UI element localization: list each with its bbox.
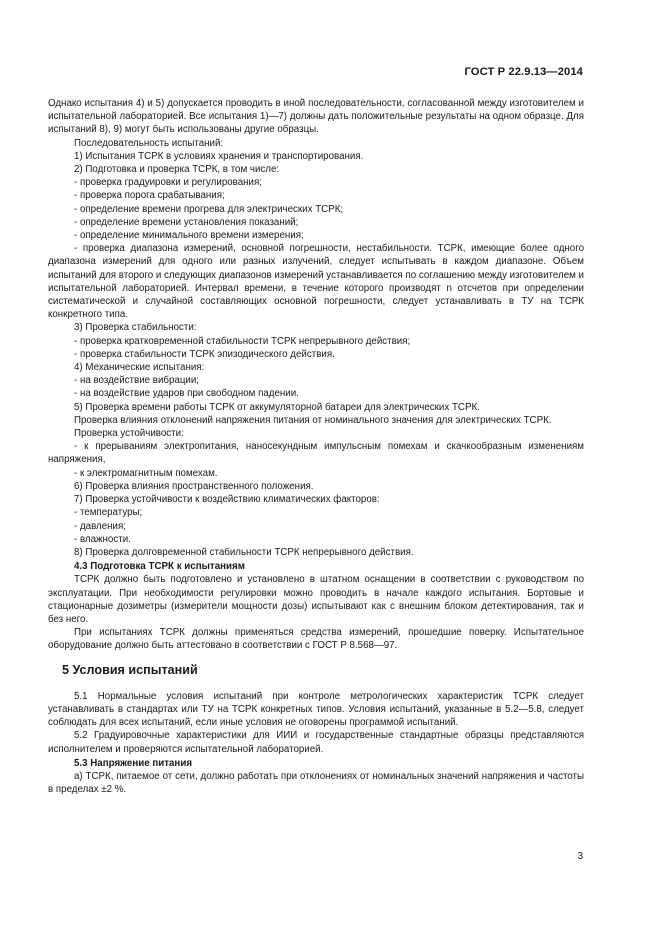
list-item: - проверка градуировки и регулирования; <box>74 177 262 189</box>
subsection-heading-5-3: 5.3 Напряжение питания <box>74 757 193 769</box>
list-item: - проверка порога срабатывания; <box>74 190 225 202</box>
list-item: - к прерываниям электропитания, наносекундным импульсным помехам и скачкообразным изменениям напряжения, <box>48 441 584 466</box>
list-item: - определение минимального времени измерения; <box>74 230 304 242</box>
list-item: - температуры; <box>74 507 143 519</box>
list-item: 2) Подготовка и проверка ТСРК, в том числе: <box>74 164 280 176</box>
list-item: Проверка устойчивости: <box>74 428 184 440</box>
paragraph-test-sequence-title: Последовательность испытаний: <box>74 137 224 149</box>
list-item: - на воздействие вибрации; <box>74 375 200 387</box>
paragraph: ТСРК должно быть подготовлено и установлено в штатном оснащении в соответствии с руководством по эксплуатации. При необходимости регулировки можно проводить в начале каждого испытания. Бортовые и стационарные дозиметры (измерители мощности дозы) испытывают как с внешним блоком детектирования, так и без него. <box>48 574 584 625</box>
paragraph: При испытаниях ТСРК должны применяться средства измерений, прошедшие поверку. Испытательное оборудование должно быть аттестовано в соответствии с ГОСТ Р 8.568—97. <box>48 627 584 652</box>
list-item: - давления; <box>74 520 126 532</box>
document-number-header: ГОСТ Р 22.9.13—2014 <box>464 66 583 78</box>
list-item: 3) Проверка стабильности: <box>74 322 197 334</box>
list-item: 4) Механические испытания: <box>74 362 205 374</box>
list-item: Проверка влияния отклонений напряжения питания от номинального значения для электрических ТСРК. <box>74 414 552 426</box>
paragraph: 5.1 Нормальные условия испытаний при контроле метрологических характеристик ТСРК следует устанавливать в стандартах или ТУ на ТСРК конкретных типов. Условия испытаний, указанные в 5.2—5.8, следует соблюдать для всех испытаний, если иные условия не оговорены программой испытаний. <box>48 690 584 729</box>
list-item: - проверка стабильности ТСРК эпизодического действия. <box>74 348 335 360</box>
list-item: 6) Проверка влияния пространственного положения. <box>74 480 314 492</box>
list-item: 1) Испытания ТСРК в условиях хранения и транспортирования. <box>74 150 364 162</box>
list-item: 8) Проверка долговременной стабильности ТСРК непрерывного действия. <box>74 546 414 558</box>
list-item: - влажности. <box>74 533 131 545</box>
list-item: - к электромагнитным помехам. <box>74 467 218 479</box>
list-item: - определение времени установления показаний; <box>74 216 299 228</box>
page-number: 3 <box>577 851 583 862</box>
list-item-range-check: - проверка диапазона измерений, основной погрешности, нестабильности. ТСРК, имеющие более одного диапазона измерений для одного или разных излучений, следует испытывать в каждом диапазоне. Объем испытаний для второго и следующих диапазонов измерений устанавливается по соглашению между изготовителем и испытательной лабораторией. Интервал времени, в течение которого производят n отсчетов при определении систематической и случайной составляющих основной погрешности, следует устанавливать в ТУ на ТСРК конкретного типа. <box>48 243 584 321</box>
section-heading-5: 5 Условия испытаний <box>62 662 198 677</box>
list-item: - на воздействие ударов при свободном падении. <box>74 388 299 400</box>
paragraph: а) ТСРК, питаемое от сети, должно работать при отклонениях от номинальных значений напряжения и частоты в пределах ±2 %. <box>48 770 584 796</box>
document-body <box>48 97 584 796</box>
list-item: 7) Проверка устойчивости к воздействию климатических факторов: <box>74 494 380 506</box>
list-item: - проверка кратковременной стабильности ТСРК непрерывного действия; <box>74 335 411 347</box>
list-item: 5) Проверка времени работы ТСРК от аккумуляторной батареи для электрических ТСРК. <box>74 401 480 413</box>
paragraph: 5.2 Градуировочные характеристики для ИИИ и государственные стандартные образцы представляются исполнителем и проверяются испытательной лабораторией. <box>48 730 584 755</box>
subsection-heading-4-3: 4.3 Подготовка ТСРК к испытаниям <box>74 561 245 573</box>
paragraph-sequence-note: Однако испытания 4) и 5) допускается проводить в иной последовательности, согласованной между изготовителем и испытательной лабораторией. Все испытания 1)—7) должны дать положительные результаты на одном образце. Для испытаний 8), 9) могут быть использованы другие образцы. <box>48 98 584 136</box>
list-item: - определение времени прогрева для электрических ТСРК; <box>74 203 344 215</box>
